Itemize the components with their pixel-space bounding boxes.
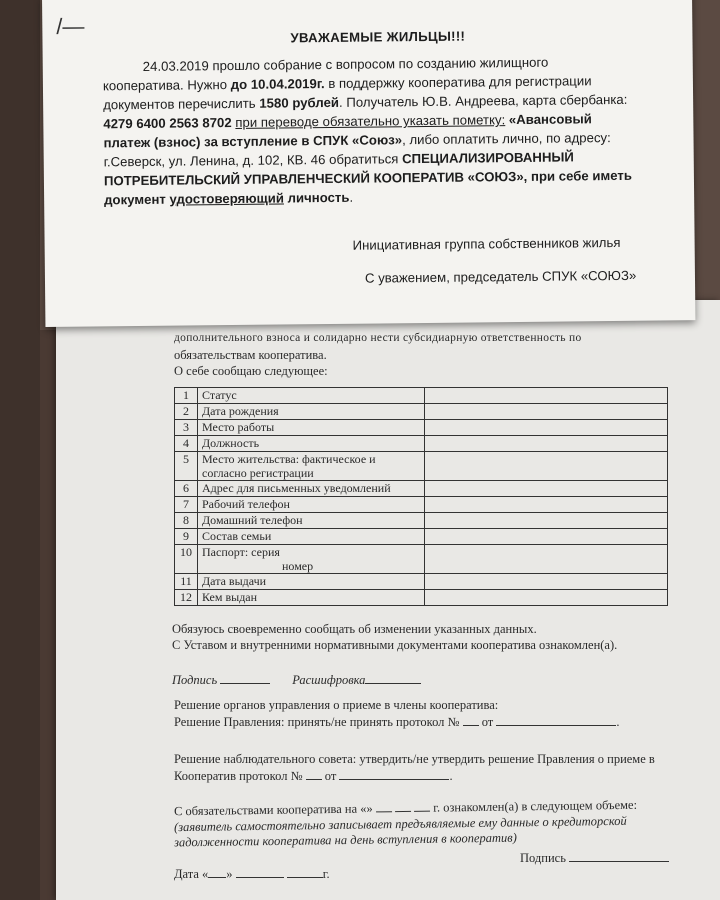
row-label: [198, 420, 425, 436]
background-shadow: [0, 0, 40, 900]
signature-row: [172, 672, 421, 688]
row-label-text-2: согласно регистрации: [202, 466, 314, 480]
decision-header: Решение органов управления о приеме в члены кооператива:: [174, 698, 499, 712]
signature2-field[interactable]: [569, 850, 669, 862]
council-line-1: Решение наблюдательного совета: утвердить/не утвердить решение Правления о приеме в: [174, 752, 655, 766]
notice-text-segment: личность: [283, 189, 350, 206]
intro-line-3: О себе сообщаю следующее:: [174, 364, 328, 378]
row-number: 2: [175, 404, 198, 420]
row-number: 6: [175, 481, 198, 497]
notice-line: [103, 111, 592, 131]
row-label: [198, 574, 425, 590]
notice-text-segment: «Авансовый: [508, 111, 592, 128]
board-decision-row: Решение Правления: принять/не принять протокол № от .: [174, 715, 620, 729]
table-row: [175, 388, 668, 404]
intro-line-2: обязательствам кооператива.: [174, 348, 327, 362]
row-value-field[interactable]: [425, 481, 668, 497]
row-label: [198, 481, 425, 497]
row-number: 8: [175, 513, 198, 529]
date-year-suffix: г.: [322, 867, 330, 881]
row-label: [198, 404, 425, 420]
row-label-text-2: номер: [282, 559, 314, 573]
notice-text-segment: ПОТРЕБИТЕЛЬСКИЙ УПРАВЛЕНЧЕСКИЙ КООПЕРАТИВ «СОЮЗ», при себе иметь: [103, 167, 633, 189]
row-label: [198, 452, 425, 481]
table-row: [175, 404, 668, 420]
date-day-field[interactable]: [208, 866, 226, 878]
council-date-field[interactable]: [339, 768, 449, 780]
note-line-2: задолженности кооператива на день вступления в кооператив): [173, 830, 517, 850]
notice-text-segment: в поддержку кооператива для регистрации: [324, 73, 592, 92]
obligations-tail: г. ознакомлен(а) в следующем объеме:: [433, 797, 638, 815]
row-value-field[interactable]: [425, 574, 668, 590]
row-label-text: Паспорт: серия: [202, 545, 280, 559]
obligations-label: С обязательствами кооператива на «: [173, 801, 367, 819]
row-number: 5: [175, 452, 198, 481]
row-label-text: Домашний телефон: [202, 513, 303, 527]
notice-line: [104, 168, 632, 189]
council-from-label: от: [324, 769, 337, 783]
date-month-field[interactable]: [236, 866, 284, 878]
application-form-sheet: [56, 300, 720, 900]
row-value-field[interactable]: [425, 388, 668, 404]
signature2-row: [520, 850, 669, 866]
notice-text-segment: платеж (взнос) за вступление в СПУК «Союз»: [103, 132, 403, 151]
row-number: 10: [175, 545, 198, 574]
handwritten-mark: /—: [56, 13, 85, 39]
notice-text-segment: .: [349, 189, 354, 205]
council-row: Кооператив протокол № от .: [174, 769, 453, 783]
row-label-text: Место жительства: фактическое и: [202, 452, 376, 466]
row-label-text: Дата рождения: [202, 404, 279, 418]
table-row: [175, 574, 668, 590]
notice-text-segment: 24.03.2019 прошло собрание с вопросом по созданию жилищного: [142, 54, 549, 74]
notice-text-segment: удостоверяющий: [169, 190, 284, 207]
notice-text-segment: до 10.04.2019г.: [230, 76, 325, 93]
board-decision-label: Решение Правления: принять/не принять протокол №: [174, 715, 460, 729]
table-row: [175, 529, 668, 545]
row-value-field[interactable]: [425, 545, 668, 574]
signature-label: Подпись: [172, 673, 218, 687]
table-row: [175, 436, 668, 452]
board-date-field[interactable]: [496, 714, 616, 726]
intro-line-1: дополнительного взноса и солидарно нести субсидиарную ответственность по: [174, 332, 582, 344]
row-label: [198, 436, 425, 452]
row-number: 7: [175, 497, 198, 513]
row-number: 1: [175, 388, 198, 404]
row-label-text: Статус: [202, 388, 237, 402]
table-row: [175, 497, 668, 513]
notice-text-segment: кооператива. Нужно: [102, 77, 231, 94]
date-label: Дата «: [174, 867, 209, 881]
row-value-field[interactable]: [425, 513, 668, 529]
signature2-label: Подпись: [520, 851, 566, 865]
board-from-label: от: [481, 715, 494, 729]
row-number: 12: [175, 590, 198, 606]
row-value-field[interactable]: [425, 420, 668, 436]
table-row: [175, 513, 668, 529]
notice-text-segment: . Получатель Ю.В. Андреева, карта сбербанка:: [338, 91, 628, 110]
row-label: [198, 513, 425, 529]
row-label-text: Кем выдан: [202, 590, 258, 604]
row-value-field[interactable]: [425, 529, 668, 545]
obligations-quote: »: [366, 801, 373, 816]
notice-text-segment: 4279 6400 2563 8702: [103, 115, 232, 132]
row-number: 3: [175, 420, 198, 436]
row-label-text: Дата выдачи: [202, 574, 267, 588]
signature-chair: С уважением, председатель СПУК «СОЮЗ»: [364, 267, 637, 286]
notice-text-segment: , либо оплатить лично, по адресу:: [401, 130, 611, 148]
row-label: [198, 529, 425, 545]
row-value-field[interactable]: [425, 436, 668, 452]
signature-field[interactable]: [220, 672, 270, 684]
row-number: 11: [175, 574, 198, 590]
notice-line: [104, 190, 353, 208]
notice-sheet: [42, 0, 695, 327]
row-label-text: Должность: [202, 436, 260, 450]
notice-line: [104, 149, 574, 169]
row-value-field[interactable]: [425, 404, 668, 420]
obligations-month-field[interactable]: [395, 800, 411, 812]
personal-data-table: [174, 387, 668, 606]
row-label-text: Состав семьи: [202, 529, 272, 543]
board-protocol-field[interactable]: [463, 714, 479, 726]
date-year-field[interactable]: [287, 866, 323, 878]
table-row: [175, 481, 668, 497]
row-value-field[interactable]: [425, 452, 668, 481]
date-row: [174, 866, 330, 882]
commit-line-1: Обязуюсь своевременно сообщать об изменении указанных данных.: [172, 622, 537, 636]
decode-label: Расшифровка: [292, 673, 366, 687]
date-quote: »: [226, 867, 233, 881]
row-label: [198, 497, 425, 513]
commit-line-2: С Уставом и внутренними нормативными документами кооператива ознакомлен(а).: [172, 638, 618, 652]
row-number: 9: [175, 529, 198, 545]
row-label: [198, 545, 425, 574]
row-value-field[interactable]: [425, 590, 668, 606]
row-label: [198, 590, 425, 606]
notice-title: УВАЖАЕМЫЕ ЖИЛЬЦЫ!!!: [290, 28, 466, 46]
table-row: [175, 420, 668, 436]
notice-text-segment: при переводе обязательно указать пометку:: [235, 112, 506, 130]
notice-line: [103, 130, 610, 150]
row-label-text: Место работы: [202, 420, 275, 434]
council-protocol-field[interactable]: [306, 768, 322, 780]
notice-line: [103, 92, 627, 112]
table-row: [175, 452, 668, 481]
row-value-field[interactable]: [425, 497, 668, 513]
notice-text-segment: СПЕЦИАЛИЗИРОВАННЫЙ: [401, 149, 574, 167]
row-label-text: Адрес для письменных уведомлений: [202, 481, 391, 495]
notice-line: [103, 73, 592, 93]
row-label-text: Рабочий телефон: [202, 497, 290, 511]
note-line-1: (заявитель самостоятельно записывает предъявляемые ему данные о кредиторской: [173, 813, 627, 835]
notice-text-segment: документов перечислить: [103, 95, 260, 113]
notice-text-segment: 1580 рублей: [259, 94, 340, 111]
row-label: [198, 388, 425, 404]
signature-group: Инициативная группа собственников жилья: [352, 234, 621, 253]
obligations-year-field[interactable]: [414, 800, 430, 812]
decode-field[interactable]: [365, 672, 421, 684]
notice-text-segment: документ: [104, 191, 170, 208]
table-row: [175, 545, 668, 574]
council-protocol-label: Кооператив протокол №: [174, 769, 303, 783]
table-row: [175, 590, 668, 606]
row-number: 4: [175, 436, 198, 452]
obligations-day-field[interactable]: [376, 800, 392, 812]
notice-line: [143, 55, 549, 74]
notice-text-segment: г.Северск, ул. Ленина, д. 102, КВ. 46 обратиться: [103, 151, 403, 170]
